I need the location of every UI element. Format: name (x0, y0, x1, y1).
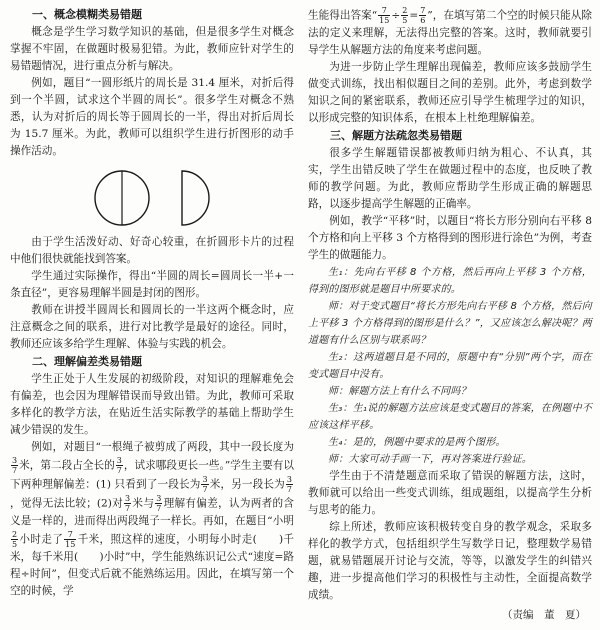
fraction-7-6: $\frac{7}{6}$ (420, 6, 426, 25)
fraction-2-5: $\frac{2}{5}$ (12, 530, 18, 549)
dialog-line: 生₂：这两道题目是不同的，原题中有“分别”两个字，而在变式题目中没有。 (308, 352, 592, 380)
circle-folding-figure (10, 168, 294, 228)
dialog-line: 师：解题方法上有什么不同吗？ (328, 386, 471, 397)
half-circle-diagram (178, 168, 212, 228)
paragraph: 概念是学生学习数学知识的基础，但是很多学生对概念掌握不牢固，在做题时极易犯错。为此，教师应针对学生的易错题情况，进行重点分析与解决。 (10, 26, 294, 72)
paragraph: 例如，教学“平移”时，以题目“将长方形分别向右平移 8 个方格和向上平移 3 个方格得到的图形进行涂色”为例，考查学生的做题能力。 (308, 215, 592, 261)
dialog-line: 生₁：先向右平移 8 个方格，然后再向上平移 3 个方格，得到的图形就是题目中所要求的。 (308, 267, 592, 295)
paragraph-with-fractions: 例如，对题目“一根绳子被剪成了两段，其中一段长度为 $\frac{3}{7}$ 米，第二段占全长的 $\frac{3}{7}$ ，试求哪段更长一些。”学生主要有以下两种理解偏差：(1) 只看到了一段长为 $\frac{3}{7}$ 米，另一段长为 $\frac{3}{7}$ ，觉得无法比较；(2)对 $\frac{3}{7}$ 米与 $\frac{3}{7}$ 理解有偏差，认为两者的含义是一样的，进而得出两段绳子一样长。再如，在题目“小明 $\frac{2}{5}$ 小时走了 $\frac{7}{15}$ 千米，照这样的速度，小明每小时走( )千米，每千米用( )小时”中，学生能熟练识记公式“速度=路程÷时间”，但变式后就不能熟练运用。因此，在填写第一个空的时候，学 (10, 441, 295, 597)
dialog-line: 生₃：生₁说的解题方法应该是变式题目的答案，在例题中不应该这样平移。 (308, 403, 592, 431)
fraction-2-5: $\frac{2}{5}$ (402, 6, 408, 25)
paragraph: 教师在讲授半圆周长和圆周长的一半这两个概念时，应注意概念之间的联系，进行对比教学是最好的途径。同时，教师还应该多给学生理解、体验与实践的机会。 (10, 304, 294, 350)
paragraph: 例如，题目“一圆形纸片的周长是 31.4 厘米，对折后得到一个半圆，试求这个半圆的周长”。很多学生对概念不熟悉，认为对折后的周长等于圆周长的一半，得出对折后周长为 15.7 厘米。为此，教师可以组织学生进行折图形的动手操作活动。 (10, 77, 294, 157)
two-column-body (10, 6, 592, 604)
fraction-3-7: $\frac{3}{7}$ (156, 494, 162, 513)
dialog-line: 生₄：是的，例题中要求的是两个图形。 (328, 437, 506, 448)
fraction-3-7: $\frac{3}{7}$ (116, 456, 122, 475)
paragraph: 为进一步防止学生理解出现偏差，教师应该多鼓励学生做变式训练，找出相似题目之间的差别。此外，考虑到数学知识之间的紧密联系，教师还应引导学生梳理学过的知识，以形成完整的知识体系，在根本上杜绝理解偏差。 (308, 61, 592, 124)
right-column (308, 6, 592, 604)
fraction-3-7: $\frac{3}{7}$ (202, 475, 208, 494)
fraction-3-7: $\frac{3}{7}$ (125, 494, 131, 513)
dialog-line: 师：对于变式题目“将长方形先向右平移 8 个方格，然后向上平移 3 个方格得到的图形是什么？”，又应该怎么解决呢？两道题有什么区别与联系吗？ (308, 301, 592, 346)
fraction-3-7: $\frac{3}{7}$ (12, 456, 18, 475)
paragraph: 学生通过实际操作，得出“半圆的周长=圆周长一半+一条直径”，更容易理解半圆是封闭的图形。 (10, 270, 294, 299)
section-heading-1: 一、概念模糊类易错题 (32, 8, 142, 21)
left-column (10, 6, 294, 604)
fraction-3-7: $\frac{3}{7}$ (286, 475, 293, 494)
paragraph: 由于学生活泼好动、好奇心较重，在折圆形卡片的过程中他们很快就能找到答案。 (10, 236, 294, 265)
section-heading-3: 三、解题方法疏忽类易错题 (330, 129, 462, 142)
paragraph: 学生由于不清楚题意而采取了错误的解题方法，这时，教师就可以给出一些变式训练，组成题组，以提高学生分析与思考的能力。 (308, 470, 592, 516)
section-heading-2: 二、理解偏差类易错题 (32, 355, 142, 368)
fraction-7-15: $\frac{7}{15}$ (65, 530, 76, 549)
paragraph: 很多学生解题错误都被教师归纳为粗心、不认真，其实，学生出错反映了学生在做题过程中的态度，也反映了教师的教学问题。为此，教师应帮助学生形成正确的解题思路，以逐步提高学生解题的正确率。 (308, 147, 592, 210)
paragraph: 综上所述，教师应该积极转变自身的教学观念，采取多样化的教学方式，包括组织学生写数学日记，整理数学易错题，就易错题展开讨论与交流，等等，以激发学生的纠错兴趣，进一步提高他们学习的积极性与主动性，全面提高数学成绩。 (308, 521, 592, 601)
fraction-7-15: $\frac{7}{15}$ (379, 6, 390, 25)
paragraph-with-fractions: 生能得出答案“ $\frac{7}{15}$ ÷ $\frac{2}{5}$ = $\frac{7}{6}$ ”，在填写第二个空的时候只能从除法的定义来理解，无法得出完整的答案。这时，教师就要引导学生从解题方法的角度来考虑问题。 (308, 6, 592, 56)
full-circle-diagram (92, 168, 152, 228)
editor-credit: （责编 董 夏） (502, 609, 586, 621)
dialog-line: 师：大家可动手画一下，再对答案进行验证。 (328, 454, 532, 465)
paragraph: 学生正处于人生发展的初级阶段，对知识的理解难免会有偏差，也会因为理解错误而导致出错。为此，教师可采取多样化的教学方法，在贴近生活实际教学的基础上帮助学生减少错误的发生。 (10, 373, 294, 436)
